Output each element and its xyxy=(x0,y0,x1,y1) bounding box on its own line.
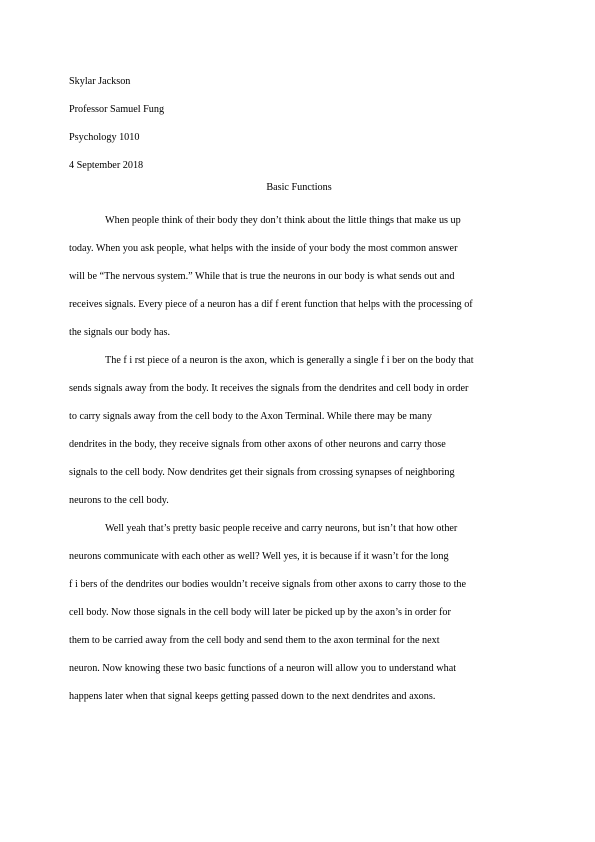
paragraph-line: today. When you ask people, what helps with the inside of your body the most common answer xyxy=(69,243,458,254)
document-title: Basic Functions xyxy=(266,182,332,193)
paragraph-line: f i bers of the dendrites our bodies wouldn’t receive signals from other axons to carry those to the xyxy=(69,579,467,590)
paragraph-line: the signals our body has. xyxy=(69,327,171,338)
paragraph-line: happens later when that signal keeps getting passed down to the next dendrites and axons. xyxy=(69,691,436,702)
paragraph-line: will be “The nervous system.” While that is true the neurons in our body is what sends out and xyxy=(69,271,455,282)
paragraph-line: When people think of their body they don’t think about the little things that make us up xyxy=(105,215,461,226)
paragraph-line: them to be carried away from the cell body and send them to the axon terminal for the next xyxy=(69,635,440,646)
paragraph-line: neurons to the cell body. xyxy=(69,495,169,506)
paragraph-line: signals to the cell body. Now dendrites get their signals from crossing synapses of neighboring xyxy=(69,467,455,478)
paragraph-line: neurons communicate with each other as well? Well yes, it is because if it wasn’t for the long xyxy=(69,551,449,562)
paragraph-line: dendrites in the body, they receive signals from other axons of other neurons and carry those xyxy=(69,439,446,450)
paragraph-line: cell body. Now those signals in the cell body will later be picked up by the axon’s in order for xyxy=(69,607,451,618)
paragraph-line: The f i rst piece of a neuron is the axon, which is generally a single f i ber on the body that xyxy=(105,355,474,366)
paragraph-line: sends signals away from the body. It receives the signals from the dendrites and cell body in order xyxy=(69,383,469,394)
course-name: Psychology 1010 xyxy=(69,132,140,143)
paragraph-line: receives signals. Every piece of a neuron has a dif f erent function that helps with the processing of xyxy=(69,299,473,310)
author-name: Skylar Jackson xyxy=(69,76,131,87)
document-date: 4 September 2018 xyxy=(69,160,144,171)
paragraph-line: neuron. Now knowing these two basic functions of a neuron will allow you to understand what xyxy=(69,663,457,674)
document-header xyxy=(69,68,529,180)
document-body xyxy=(69,207,529,711)
paragraph-line: Well yeah that’s pretty basic people receive and carry neurons, but isn’t that how other xyxy=(105,523,458,534)
instructor-name: Professor Samuel Fung xyxy=(69,104,165,115)
paragraph-line: to carry signals away from the cell body to the Axon Terminal. While there may be many xyxy=(69,411,433,422)
